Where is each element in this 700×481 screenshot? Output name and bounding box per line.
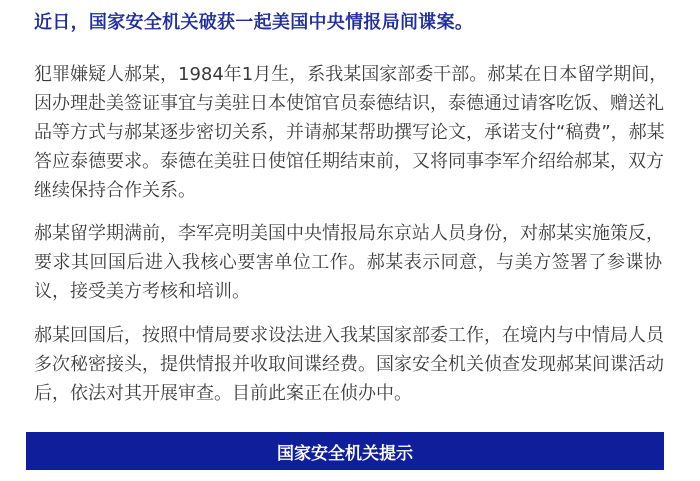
text-line: 多次秘密接头，提供情报并收取间谍经费。国家安全机关侦查发现郝某间谍活动 — [34, 354, 664, 375]
paragraph-3 — [34, 321, 662, 408]
section-banner-label: 国家安全机关提示 — [277, 443, 413, 464]
text-line: 答应泰德要求。泰德在美驻日使馆任期结束前，又将同事李军介绍给郝某，双方 — [34, 151, 664, 172]
paragraph-1 — [34, 60, 668, 205]
text-line: 因办理赴美签证事宜与美驻日本使馆官员泰德结识，泰德通过请客吃饭、赠送礼 — [34, 93, 664, 114]
text-line: 郝某留学期满前，李军亮明美国中央情报局东京站人员身份，对郝某实施策反， — [34, 223, 664, 244]
paragraph-2 — [34, 219, 662, 306]
text-line: 郝某回国后，按照中情局要求设法进入我某国家部委工作，在境内与中情局人员 — [34, 325, 664, 346]
text-line: 品等方式与郝某逐步密切关系，并请郝某帮助撰写论文，承诺支付“稿费”，郝某 — [34, 122, 665, 143]
article-lead-title: 近日，国家安全机关破获一起美国中央情报局间谍案。 — [34, 12, 474, 33]
text-line: 后，依法对其开展审查。目前此案正在侦办中。 — [34, 383, 412, 404]
text-line: 要求其回国后进入我核心要害单位工作。郝某表示同意，与美方签署了参谍协 — [34, 252, 662, 273]
text-line: 议，接受美方考核和培训。 — [34, 281, 250, 302]
text-line: 犯罪嫌疑人郝某，1984年1月生，系我某国家部委干部。郝某在日本留学期间， — [34, 64, 668, 85]
section-banner — [26, 432, 664, 470]
text-line: 继续保持合作关系。 — [34, 180, 196, 201]
